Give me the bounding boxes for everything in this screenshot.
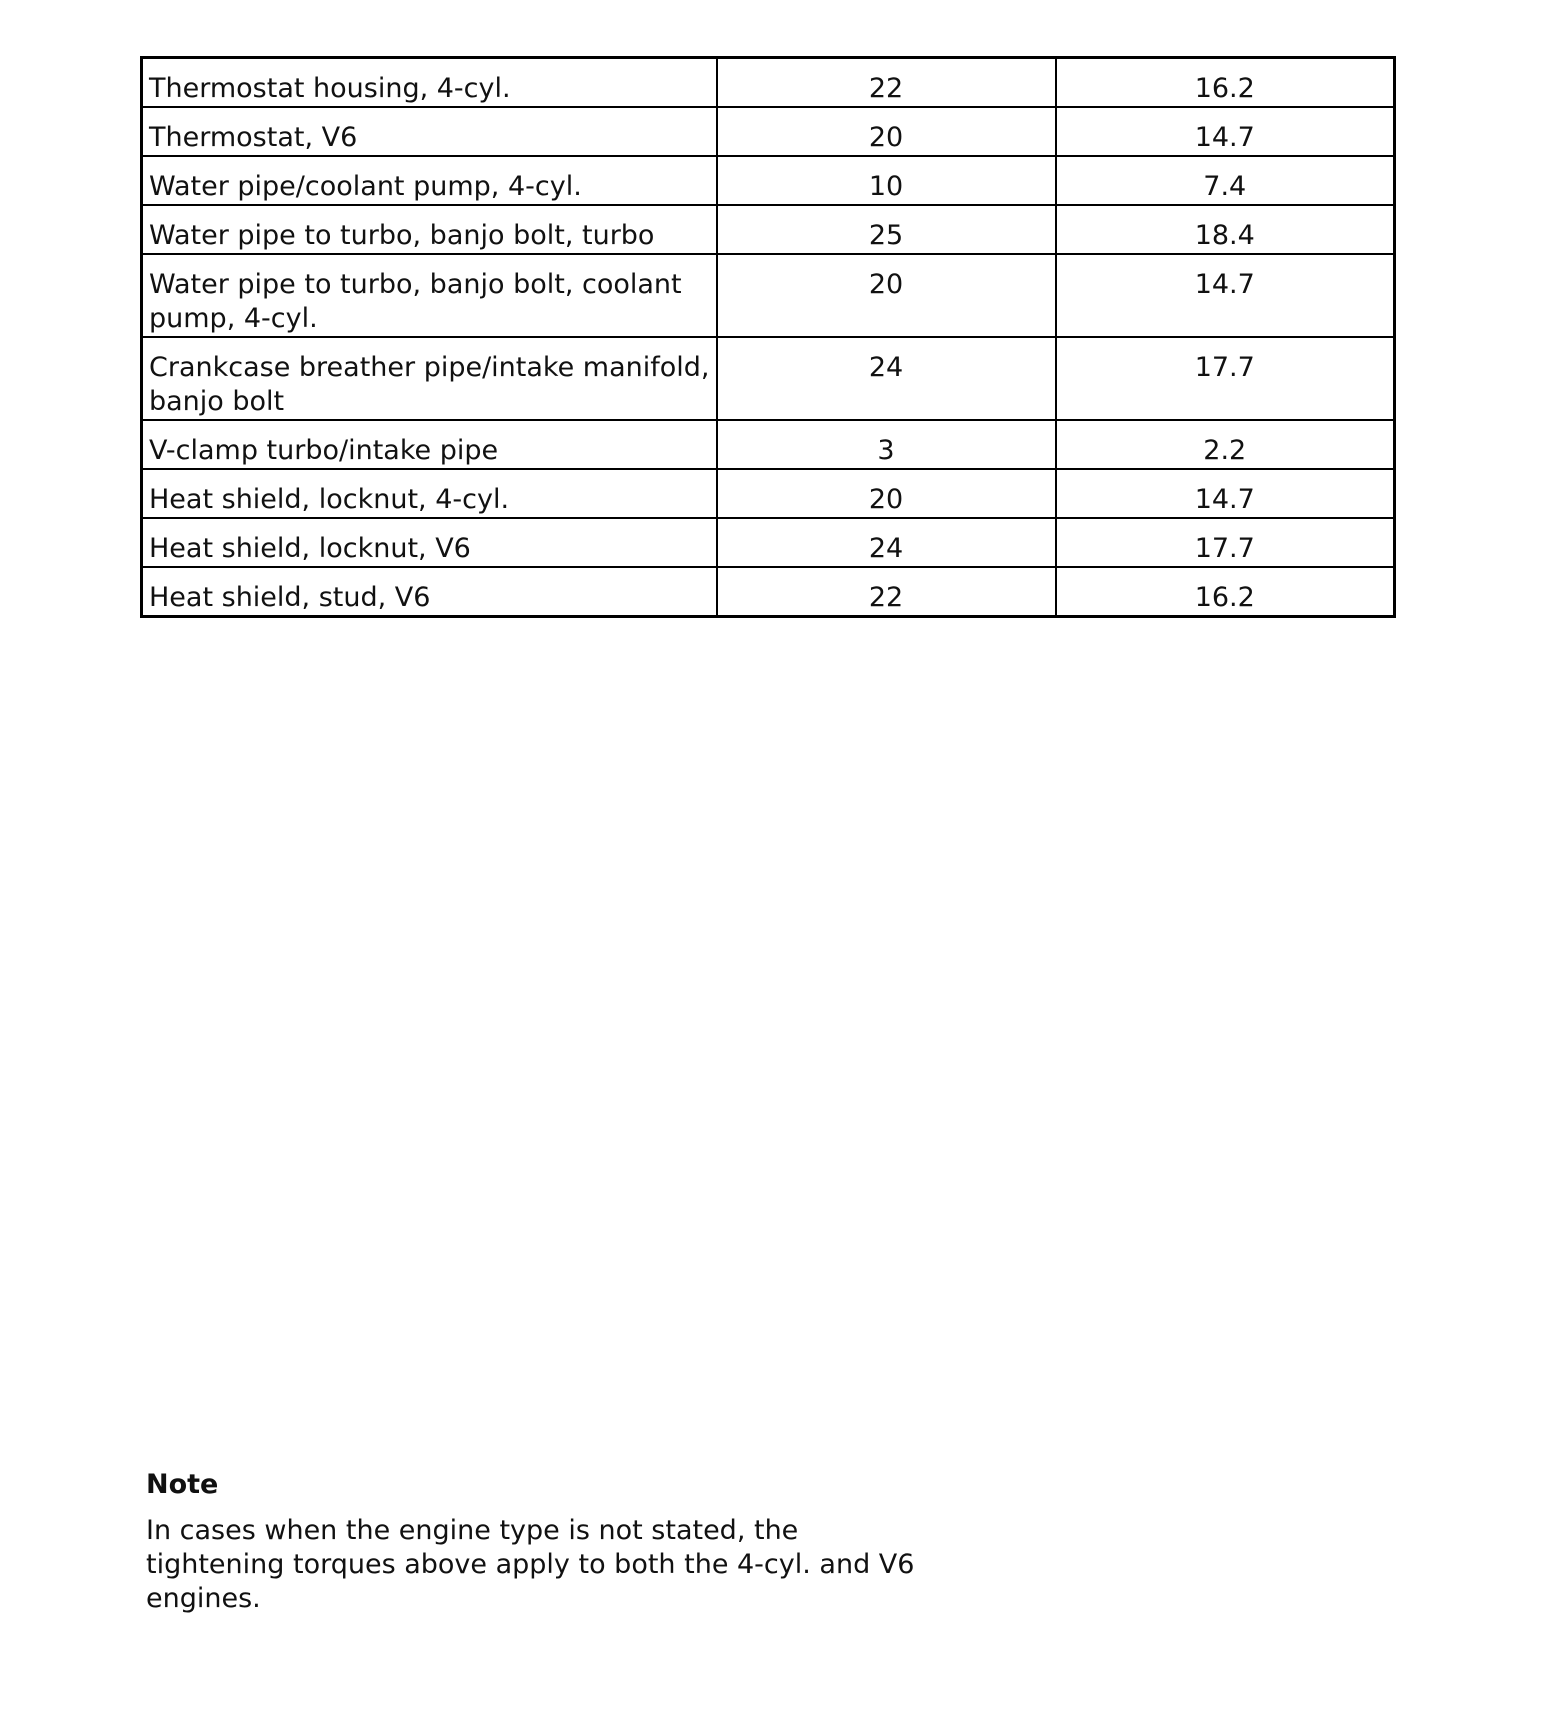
torque-nm-cell: 22 xyxy=(717,58,1056,108)
torque-lbft-cell: 7.4 xyxy=(1056,156,1395,205)
torque-lbft-cell: 2.2 xyxy=(1056,420,1395,469)
component-cell: Thermostat, V6 xyxy=(142,107,717,156)
torque-nm-cell: 25 xyxy=(717,205,1056,254)
component-cell: Water pipe/coolant pump, 4-cyl. xyxy=(142,156,717,205)
table-row xyxy=(142,254,1395,337)
component-cell: Water pipe to turbo, banjo bolt, coolant pump, 4-cyl. xyxy=(142,254,717,337)
torque-nm-cell: 20 xyxy=(717,107,1056,156)
component-cell: Crankcase breather pipe/intake manifold, banjo bolt xyxy=(142,337,717,420)
component-cell: V-clamp turbo/intake pipe xyxy=(142,420,717,469)
table-row xyxy=(142,156,1395,205)
torque-nm-cell: 10 xyxy=(717,156,1056,205)
torque-lbft-cell: 18.4 xyxy=(1056,205,1395,254)
table-row xyxy=(142,205,1395,254)
torque-nm-cell: 22 xyxy=(717,567,1056,617)
component-cell: Thermostat housing, 4-cyl. xyxy=(142,58,717,108)
torque-nm-cell: 20 xyxy=(717,469,1056,518)
component-cell: Heat shield, locknut, V6 xyxy=(142,518,717,567)
torque-lbft-cell: 14.7 xyxy=(1056,107,1395,156)
table-row xyxy=(142,469,1395,518)
note-title: Note xyxy=(146,1469,219,1500)
note-line: In cases when the engine type is not stated, the xyxy=(146,1515,799,1546)
table-row xyxy=(142,58,1395,108)
note-line: tightening torques above apply to both the 4-cyl. and V6 xyxy=(146,1549,915,1580)
torque-nm-cell: 24 xyxy=(717,518,1056,567)
torque-nm-cell: 3 xyxy=(717,420,1056,469)
torque-nm-cell: 24 xyxy=(717,337,1056,420)
torque-lbft-cell: 17.7 xyxy=(1056,518,1395,567)
note-text xyxy=(146,1514,1006,1616)
torque-table-body xyxy=(142,58,1395,617)
component-cell: Heat shield, stud, V6 xyxy=(142,567,717,617)
torque-nm-cell: 20 xyxy=(717,254,1056,337)
table-row xyxy=(142,107,1395,156)
component-cell: Water pipe to turbo, banjo bolt, turbo xyxy=(142,205,717,254)
torque-lbft-cell: 14.7 xyxy=(1056,254,1395,337)
torque-table xyxy=(140,56,1396,618)
torque-lbft-cell: 16.2 xyxy=(1056,58,1395,108)
table-row xyxy=(142,518,1395,567)
table-row xyxy=(142,420,1395,469)
torque-lbft-cell: 14.7 xyxy=(1056,469,1395,518)
table-row xyxy=(142,337,1395,420)
table-row xyxy=(142,567,1395,617)
torque-lbft-cell: 16.2 xyxy=(1056,567,1395,617)
torque-lbft-cell: 17.7 xyxy=(1056,337,1395,420)
note-line: engines. xyxy=(146,1583,261,1614)
note-section xyxy=(146,1468,1006,1616)
component-cell: Heat shield, locknut, 4-cyl. xyxy=(142,469,717,518)
